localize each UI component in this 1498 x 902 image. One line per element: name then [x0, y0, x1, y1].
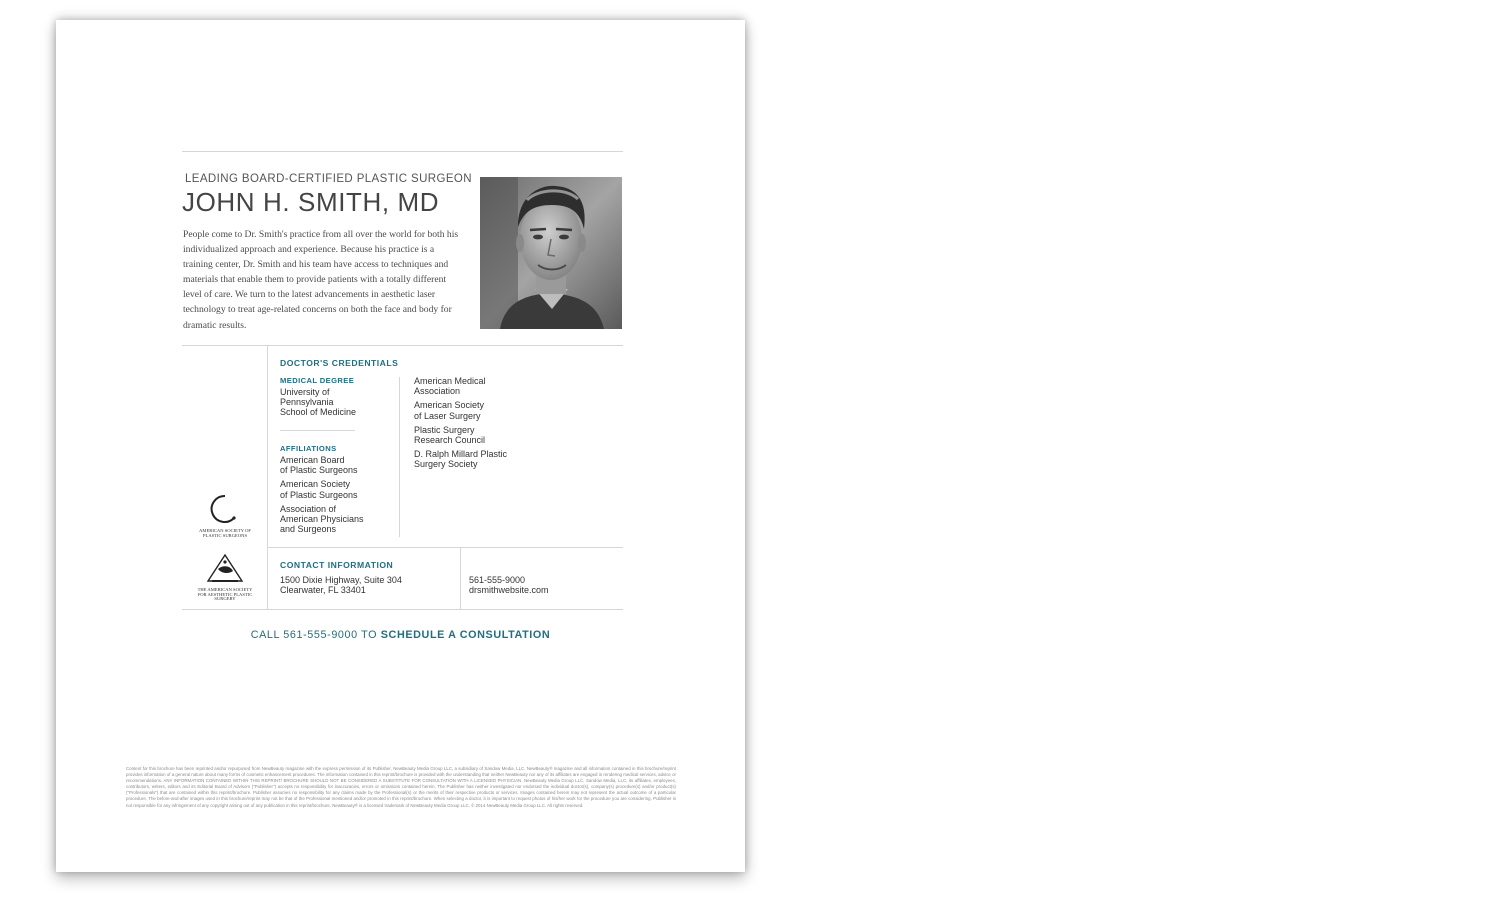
degree-affiliations-divider [280, 430, 355, 431]
affiliations-column-divider [399, 377, 400, 537]
affiliation-line: American Society [280, 479, 351, 490]
affiliation-line: Research Council [414, 435, 486, 446]
contact-phone[interactable]: 561-555-9000 [469, 575, 526, 585]
affiliation-line: American Medical [414, 376, 486, 386]
medical-degree-line: Pennsylvania [280, 397, 334, 408]
asaps-emblem-icon [192, 553, 258, 583]
cta-prefix: CALL 561-555-9000 TO [250, 629, 381, 641]
medical-degree-text [280, 387, 356, 418]
affiliation-line: D. Ralph Millard Plastic [414, 449, 508, 460]
medical-degree-block [280, 376, 356, 418]
affiliations-col1 [280, 444, 364, 538]
affiliation-line: Association [414, 386, 461, 397]
affiliations-list [280, 455, 364, 534]
address-line-1: 1500 Dixie Highway, Suite 304 [280, 575, 402, 585]
brochure-page [56, 20, 745, 872]
affiliation-item [414, 425, 507, 445]
medical-degree-line: University of [280, 387, 330, 397]
affiliation-line: Surgery Society [414, 459, 478, 470]
top-rule [182, 151, 623, 152]
legal-disclaimer: Content for this brochure has been reprinted and/or repurposed from NewBeauty magazine with the express permission of its Publisher, NewBeauty Media Group LLC, a subsidiary of Sandow Media, LLC. NewBeauty® magazine and all information contained in this brochure/reprint provides information of a general nature about many forms of cosmetic enhancement procedures. The information contained in this reprint/brochure is provided with the understanding that neither NewBeauty nor any of its affiliates are engaged in rendering medical services, advice or recommendations. ANY INFORMATION CONTAINED WITHIN THIS REPRINT/ BROCHURE SHOULD NOT BE CONSIDERED A SUBSTITUTE FOR CONSULTATION WITH A LICENSED PHYSICIAN. NewBeauty Media Group LLC, Sandow Media, LLC, its affiliates, employees, contributors, writers, editors and its Editorial Board of Advisors ("Publisher") accepts no responsibility for inaccuracies, errors or omissions contained herein. The Publisher has neither investigated nor endorsed the individual doctor(s), company(s) procedure(s) and/or product(s) ("Professionals") that are contained within this reprint/brochure. Publisher assumes no responsibility for any claims made by the Professional(s) or the merits of their respective products or services. Images contained herein may not represent the actual outcome of a particular procedure. The before-and-after images used in this brochure/reprint may not be that of the Professional mentioned and/or promoted in this reprint/brochure. When selecting a doctor, it is important to request photos of his/her work for the procedure you are considering. Publisher is not responsible for any infringement of any copyright arising out of any publication in this reprint/brochure. NewBeauty® is a licensed trademark of NewBeauty Media Group LLC. © 2014 NewBeauty Media Group LLC. All rights reserved. [126, 766, 676, 808]
contact-address [280, 575, 402, 595]
asps-logo-line: PLASTIC SURGEONS [202, 532, 248, 538]
affiliation-item [414, 400, 507, 420]
medical-degree-line: School of Medicine [280, 407, 357, 418]
asps-logo-text [194, 529, 256, 538]
credentials-top-rule [182, 345, 623, 346]
call-to-action[interactable] [56, 629, 745, 641]
asps-logo-line: AMERICAN SOCIETY OF [199, 528, 251, 533]
credentials-heading: DOCTOR'S CREDENTIALS [280, 358, 399, 368]
doctor-subtitle: LEADING BOARD-CERTIFIED PLASTIC SURGEON [185, 173, 472, 185]
affiliation-line: American Society [414, 400, 485, 411]
affiliation-item [414, 449, 507, 469]
doctor-name: JOHN H. SMITH, MD [182, 187, 440, 217]
affiliation-line: Plastic Surgery [414, 424, 475, 435]
asaps-logo-line: THE AMERICAN SOCIETY [197, 587, 253, 592]
contact-heading: CONTACT INFORMATION [280, 560, 394, 570]
address-line-2: Clearwater, FL 33401 [280, 585, 366, 596]
contact-column-divider [460, 548, 461, 609]
affiliation-line: of Plastic Surgeons [280, 489, 358, 500]
cta-emphasis: SCHEDULE A CONSULTATION [380, 629, 551, 641]
affiliation-item [280, 479, 364, 499]
affiliation-line: and Surgeons [280, 524, 337, 535]
affiliations-col2 [414, 376, 507, 474]
contact-top-rule [268, 547, 623, 548]
affiliation-item [414, 376, 507, 396]
affiliation-item [280, 455, 364, 475]
asaps-logo-line: FOR AESTHETIC PLASTIC SURGERY [197, 591, 253, 602]
medical-degree-heading: MEDICAL DEGREE [280, 376, 355, 385]
affiliation-line: of Plastic Surgeons [280, 465, 358, 476]
affiliation-line: Association of [280, 503, 337, 514]
asaps-logo-text [192, 588, 258, 602]
contact-website[interactable]: drsmithwebsite.com [469, 585, 549, 596]
affiliation-line: of Laser Surgery [414, 410, 481, 421]
affiliation-line: American Physicians [280, 514, 364, 525]
doctor-bio: People come to Dr. Smith's practice from all over the world for both his individualized approach and experience. Because his practice is a training center, Dr. Smith and his team have access to techniques and materials that enable them to provide patients with a totally different level of care. We turn to the latest advancements in aesthetic laser technology to treat age-related concerns on both the face and body for dramatic results. [183, 229, 459, 331]
doctor-portrait [480, 177, 622, 329]
contact-bottom-rule [182, 609, 623, 610]
affiliations-heading: AFFILIATIONS [280, 444, 337, 453]
asps-emblem-icon [194, 494, 256, 524]
affiliation-item [280, 504, 364, 535]
asaps-logo [192, 553, 258, 602]
contact-phone-web [469, 575, 549, 595]
affiliation-line: American Board [280, 455, 345, 465]
asps-logo [194, 494, 256, 538]
logo-column-divider [267, 346, 268, 609]
